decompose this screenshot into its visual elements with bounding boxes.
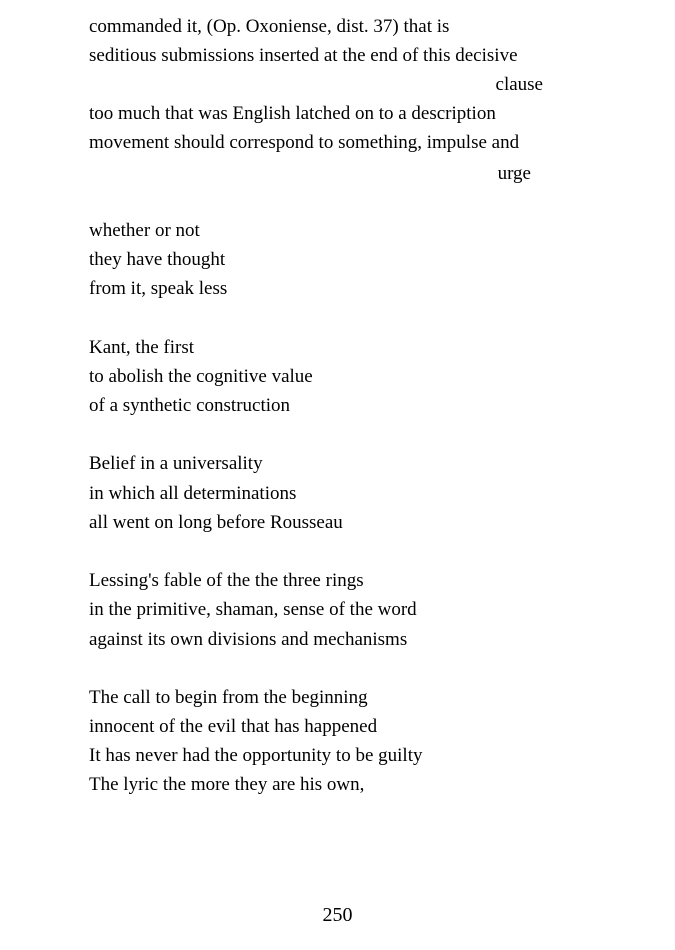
poem-line-turnover: clause [495,74,543,95]
poem-line: whether or not [89,220,200,241]
poem-line: Belief in a universality [89,453,263,474]
poem-line: seditious submissions inserted at the end of this decisive [89,45,518,66]
poem-line-turnover: urge [497,163,531,184]
poem-line: to abolish the cognitive value [89,366,313,387]
poem-line: The call to begin from the beginning [89,687,368,708]
poem-line: in the primitive, shaman, sense of the word [89,599,417,620]
poem-line: Lessing's fable of the the three rings [89,570,364,591]
poem-line: from it, speak less [89,278,228,299]
poem-line: in which all determinations [89,483,297,504]
poem-line: It has never had the opportunity to be guilty [89,745,423,766]
poem-line: of a synthetic construction [89,395,291,416]
poem-line: Kant, the first [89,337,195,358]
poem-line: commanded it, (Op. Oxoniense, dist. 37) that is [89,16,450,37]
poem-line: they have thought [89,249,226,270]
poem-line: The lyric the more they are his own, [89,774,365,795]
poem-line: all went on long before Rousseau [89,512,343,533]
poem-line: against its own divisions and mechanisms [89,629,408,650]
poem-line: too much that was English latched on to a description [89,103,496,124]
page-number: 250 [322,904,353,926]
poem-line: movement should correspond to something, impulse and [89,132,520,153]
poem-line: innocent of the evil that has happened [89,716,378,737]
